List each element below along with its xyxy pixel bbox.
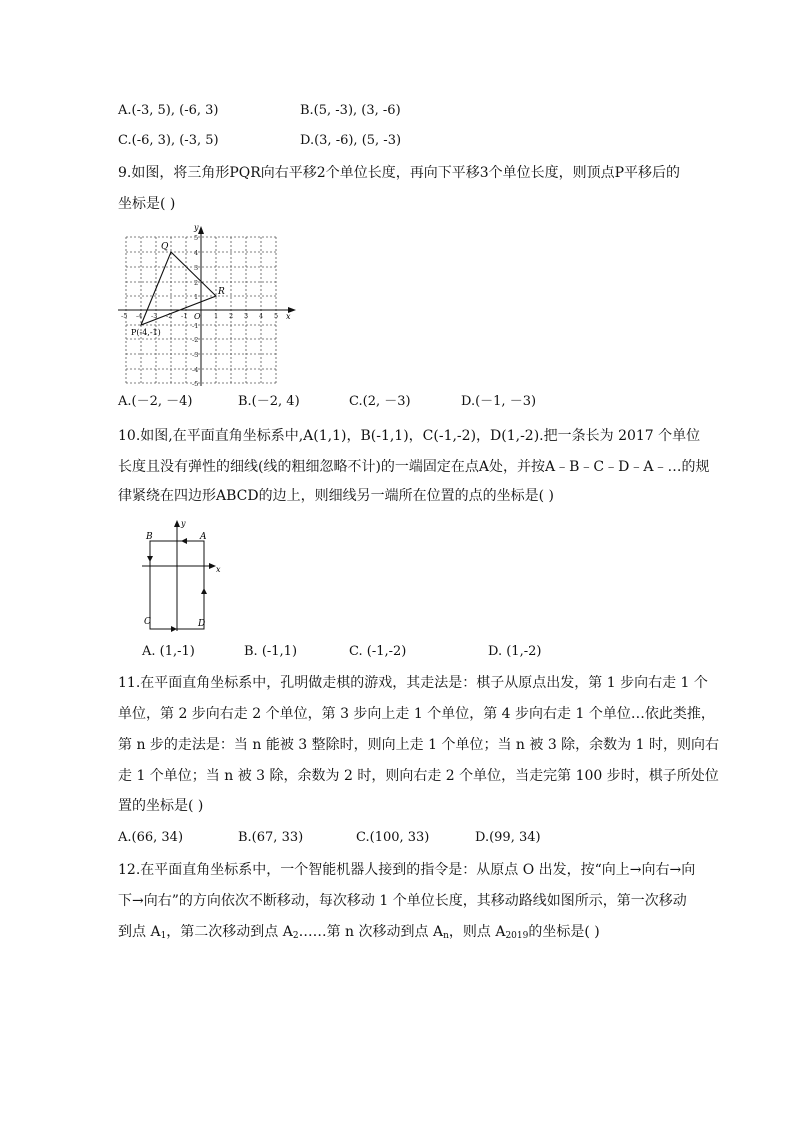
q10-point-d-label: D bbox=[198, 619, 206, 629]
q9-y-tick: 3 bbox=[194, 264, 199, 272]
q9-y-tick: -1 bbox=[192, 322, 199, 330]
q9-x-tick: 4 bbox=[259, 312, 264, 320]
q9-option-d: D.(－1, －3) bbox=[461, 394, 537, 409]
q9-option-c: C.(2, －3) bbox=[349, 394, 411, 409]
q10-option-b: B. (-1,1) bbox=[244, 644, 298, 659]
q11-option-d: D.(99, 34) bbox=[475, 830, 541, 845]
q8-option-d: D.(3, -6), (5, -3) bbox=[300, 133, 402, 148]
q10-rectangle-figure bbox=[138, 515, 228, 633]
q8-option-c: C.(-6, 3), (-3, 5) bbox=[118, 133, 219, 148]
q11-text-line-4: 走 1 个单位；当 n 被 3 除，余数为 2 时，则向右走 2 个单位，当走完第 100 步时，棋子所处位 bbox=[118, 768, 719, 784]
q10-arrow-da-icon bbox=[201, 588, 207, 594]
q10-arrow-bc-icon bbox=[147, 556, 153, 562]
q9-x-tick: 3 bbox=[244, 312, 249, 320]
q9-point-r-label: R bbox=[218, 287, 225, 297]
q8-option-b: B.(5, -3), (3, -6) bbox=[300, 103, 401, 118]
q9-point-p-label: P(-4,-1) bbox=[131, 328, 161, 337]
q9-y-tick: -4 bbox=[192, 366, 199, 374]
q9-y-axis-arrow-icon bbox=[198, 226, 204, 234]
q10-point-c-label: C bbox=[144, 617, 151, 627]
q9-x-tick: -1 bbox=[181, 312, 188, 320]
q9-x-axis-label: x bbox=[286, 312, 291, 321]
q9-x-tick: -4 bbox=[136, 312, 143, 320]
q11-option-a: A.(66, 34) bbox=[118, 830, 184, 845]
q8-option-a: A.(-3, 5), (-6, 3) bbox=[118, 103, 219, 118]
q10-arrow-cd-icon bbox=[171, 626, 177, 632]
q9-y-tick: 5 bbox=[194, 234, 199, 242]
q9-origin-label: O bbox=[194, 312, 201, 321]
q12-text-line-2: 下→向右”的方向依次不断移动，每次移动 1 个单位长度，其移动路线如图所示，第一次移动 bbox=[118, 893, 687, 909]
q11-text-line-3: 第 n 步的走法是：当 n 能被 3 整除时，则向上走 1 个单位；当 n 被 3 除，余数为 1 时，则向右 bbox=[118, 737, 719, 753]
q9-x-tick: -2 bbox=[166, 312, 173, 320]
q11-text-line-2: 单位，第 2 步向右走 2 个单位，第 3 步向上走 1 个单位，第 4 步向右走 1 个单位…依此类推， bbox=[118, 706, 715, 722]
q11-text-line-5: 置的坐标是( ) bbox=[118, 798, 204, 814]
q11-option-c: C.(100, 33) bbox=[356, 830, 430, 845]
q10-x-axis-arrow-icon bbox=[209, 563, 216, 569]
q9-x-tick: 2 bbox=[229, 312, 234, 320]
q10-text-line-3: 律紧绕在四边形ABCD的边上，则细线另一端所在位置的点的坐标是( ) bbox=[118, 488, 554, 504]
q9-y-tick: -2 bbox=[192, 336, 199, 344]
q11-text-line-1: 11.在平面直角坐标系中，孔明做走棋的游戏，其走法是：棋子从原点出发，第 1 步向右走 1 个 bbox=[118, 675, 708, 691]
q10-arrow-ab-icon bbox=[181, 538, 187, 544]
q9-y-tick: 4 bbox=[194, 249, 199, 257]
q10-option-a: A. (1,-1) bbox=[142, 644, 195, 659]
q10-option-d: D. (1,-2) bbox=[488, 644, 542, 659]
q12-text-line-3: 到点 $A_1$，第二次移动到点 $A_2\dots\dots$第 n 次移动到点 $A_n$，则点 $A_{2019}$的坐标是( ) bbox=[118, 924, 600, 941]
q10-x-axis-label: x bbox=[216, 565, 221, 574]
q9-point-q-label: Q bbox=[161, 242, 169, 252]
q9-coordinate-figure bbox=[110, 222, 305, 387]
q10-text-line-2: 长度且没有弹性的细线(线的粗细忽略不计)的一端固定在点A处，并按A﹣B﹣C﹣D﹣A﹣…的规 bbox=[118, 459, 710, 475]
q9-y-axis-label: y bbox=[194, 223, 199, 232]
q9-option-b: B.(－2, 4) bbox=[238, 394, 300, 409]
q9-text-line-2: 坐标是( ) bbox=[118, 196, 176, 212]
q9-y-tick: 2 bbox=[194, 279, 199, 287]
q10-point-b-label: B bbox=[146, 532, 153, 542]
q9-x-tick: -5 bbox=[121, 312, 128, 320]
q9-text-line-1: 9.如图，将三角形PQR向右平移2个单位长度，再向下平移3个单位长度，则顶点P平移后的 bbox=[118, 165, 681, 181]
q10-y-axis-arrow-icon bbox=[174, 520, 180, 527]
q10-point-a-label: A bbox=[200, 532, 207, 542]
q10-option-c: C. (-1,-2) bbox=[349, 644, 407, 659]
q10-text-line-1: 10.如图,在平面直角坐标系中,A(1,1)，B(-1,1)，C(-1,-2)，D(1,-2).把一条长为 2017 个单位 bbox=[118, 428, 701, 444]
q9-y-tick: -5 bbox=[192, 380, 199, 387]
q9-y-tick: -3 bbox=[192, 351, 199, 359]
q11-option-b: B.(67, 33) bbox=[238, 830, 304, 845]
q9-y-tick: 1 bbox=[194, 293, 199, 301]
q9-option-a: A.(－2, －4) bbox=[118, 394, 193, 409]
q12-text-line-1: 12.在平面直角坐标系中，一个智能机器人接到的指令是：从原点 O 出发，按“向上→向右→向 bbox=[118, 862, 696, 878]
q9-x-tick: 1 bbox=[214, 312, 219, 320]
q9-x-tick: -3 bbox=[151, 312, 158, 320]
q9-x-tick: 5 bbox=[274, 312, 279, 320]
q10-y-axis-label: y bbox=[181, 519, 186, 528]
